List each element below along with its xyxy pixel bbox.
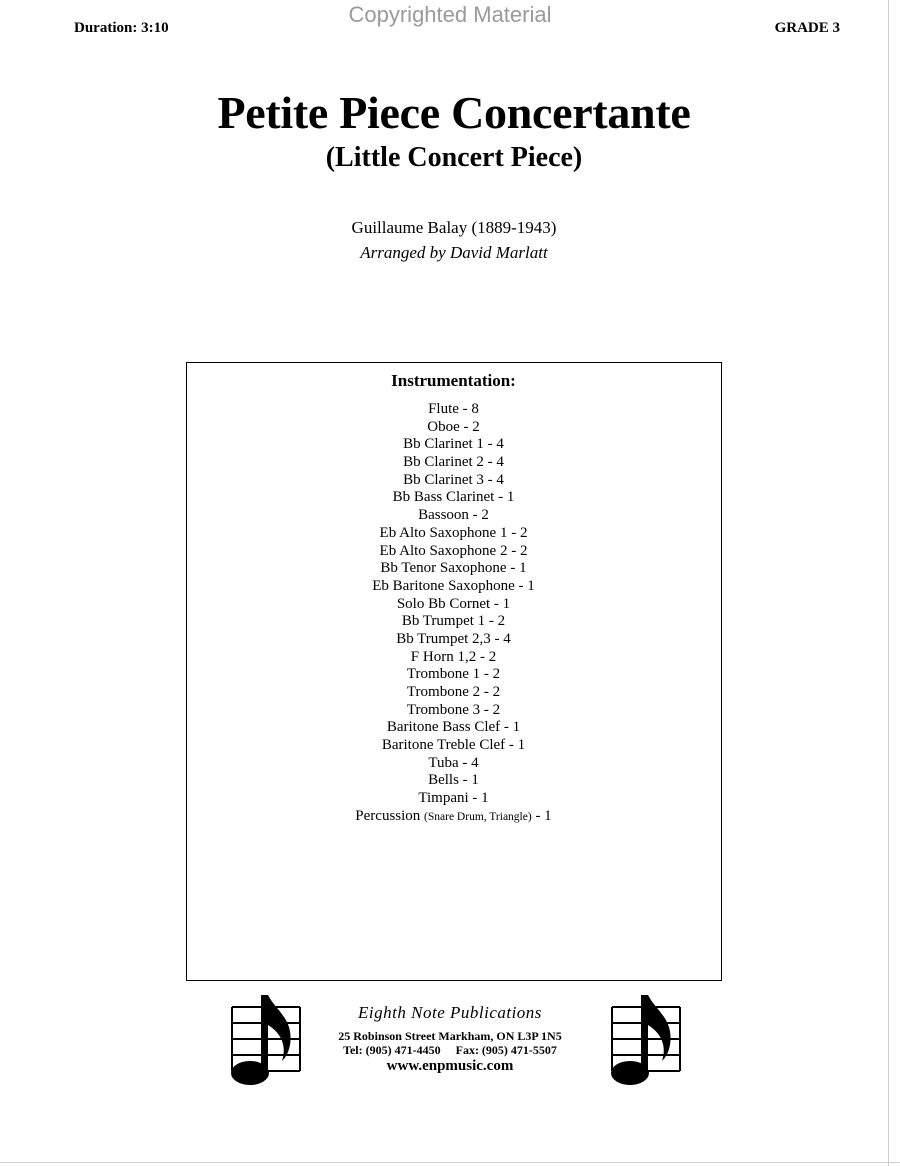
- instrument-item: Trombone 3 - 2: [406, 701, 501, 718]
- instrument-item: Trombone 2 - 2: [406, 684, 501, 700]
- instrument-item: Eb Alto Saxophone 2 - 2: [379, 542, 528, 559]
- instrument-item: Oboe - 2: [427, 418, 480, 435]
- percussion-count: - 1: [535, 807, 552, 824]
- instrument-item: Bb Trumpet 2,3 - 4: [396, 630, 511, 647]
- instrument-item: Tuba - 4: [428, 754, 479, 771]
- publisher-address-block: [300, 1029, 600, 1057]
- publisher-phone: Tel: (905) 471-4450: [343, 1043, 441, 1057]
- watermark: Copyrighted Material: [348, 2, 552, 27]
- publisher-name: Eighth Note Publications: [358, 1003, 542, 1022]
- music-note-logo-icon: [228, 993, 304, 1089]
- instrument-item: Eb Alto Saxophone 1 - 2: [379, 524, 528, 541]
- instrument-item: Bb Clarinet 1 - 4: [403, 436, 504, 453]
- instrument-item: Baritone Bass Clef - 1: [386, 719, 521, 736]
- publisher-website: www.enpmusic.com: [386, 1058, 514, 1074]
- music-note-logo-icon: [608, 993, 684, 1089]
- page-subtitle: (Little Concert Piece): [325, 142, 583, 173]
- composer-credit: Guillaume Balay (1889-1943): [351, 218, 557, 237]
- duration-label: Duration: 3:10: [74, 20, 169, 36]
- instrument-item: Bb Trumpet 1 - 2: [401, 613, 506, 630]
- instrument-item: Solo Bb Cornet - 1: [396, 595, 511, 612]
- publisher-contact: [300, 1043, 600, 1057]
- instrument-item: Bells - 1: [428, 772, 479, 789]
- page-border: [0, 1162, 900, 1163]
- instrument-item: Flute - 8: [428, 401, 479, 417]
- instrument-item: Bassoon - 2: [418, 507, 489, 524]
- instrument-item: Trombone 1 - 2: [406, 666, 501, 683]
- instrument-item-percussion: [187, 808, 720, 826]
- grade-label: GRADE 3: [774, 20, 840, 36]
- page-border: [888, 0, 889, 1166]
- instrument-item: F Horn 1,2 - 2: [410, 648, 497, 665]
- instrumentation-box: [186, 362, 722, 981]
- arranger-credit: Arranged by David Marlatt: [360, 243, 548, 262]
- percussion-name: Percussion: [355, 807, 421, 824]
- instrument-item: Bb Clarinet 2 - 4: [403, 454, 504, 471]
- instrument-item: Bb Tenor Saxophone - 1: [380, 560, 527, 577]
- instrument-item: Bb Clarinet 3 - 4: [403, 471, 504, 488]
- instrument-item: Baritone Treble Clef - 1: [381, 737, 526, 754]
- instrumentation-heading: Instrumentation:: [391, 371, 516, 390]
- instrument-item: Bb Bass Clarinet - 1: [392, 489, 515, 506]
- instrumentation-list: [187, 401, 720, 826]
- page-title: Petite Piece Concertante: [217, 87, 691, 138]
- instrument-item: Timpani - 1: [418, 790, 489, 807]
- percussion-note: (Snare Drum, Triangle): [424, 810, 532, 823]
- publisher-address: 25 Robinson Street Markham, ON L3P 1N5: [338, 1029, 562, 1043]
- publisher-fax: Fax: (905) 471-5507: [455, 1043, 557, 1057]
- instrument-item: Eb Baritone Saxophone - 1: [372, 577, 535, 594]
